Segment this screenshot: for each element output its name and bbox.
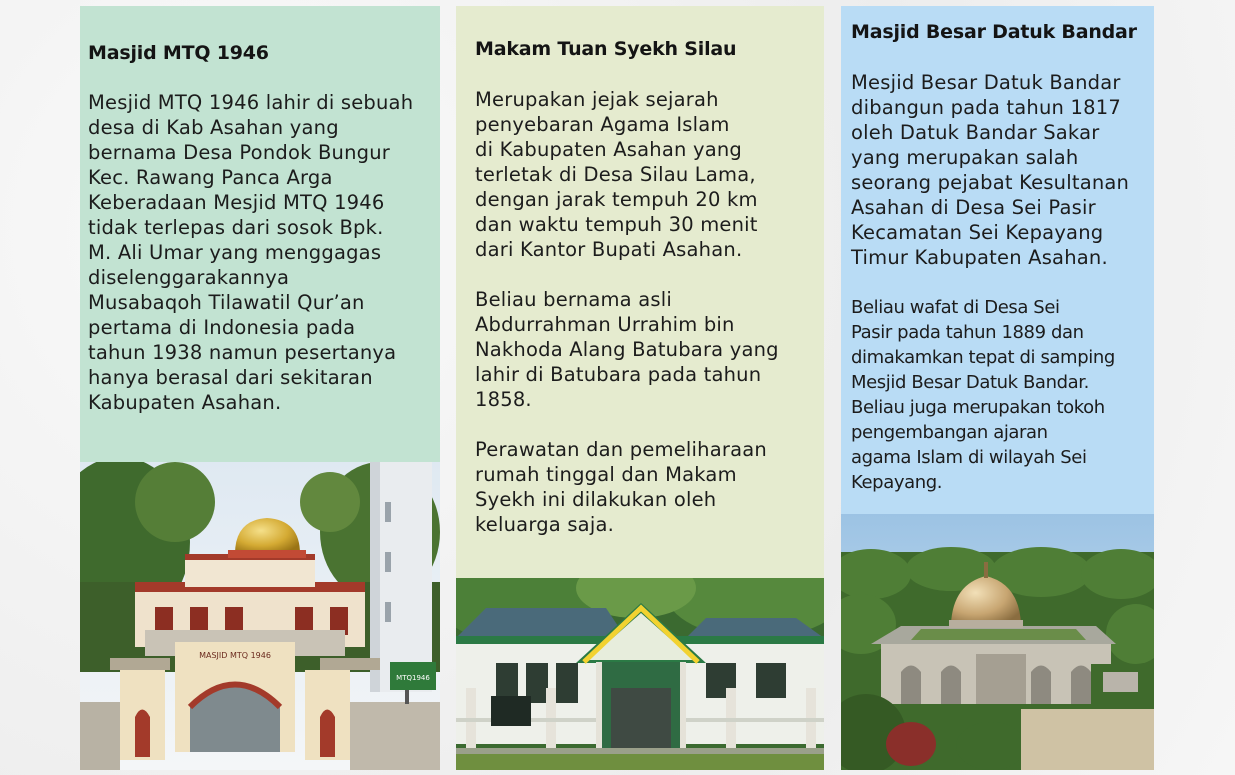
masjid-mtq-1946-photo xyxy=(80,462,440,770)
card-description: Mesjid MTQ 1946 lahir di sebuah desa di Kab Asahan yang bernama Desa Pondok Bungur Kec. Rawang Panca Arga Keberadaan Mesjid MTQ 1946 tidak terlepas dari sosok Bpk. M. Ali Umar yang menggagas diselenggarakannya Musabaqoh Tilawatil Qur’an pertama di Indonesia pada tahun 1938 namun pesertanya hanya berasal dari sekitaran Kabupaten Asahan. xyxy=(88,91,414,414)
card-description: Mesjid Besar Datuk Bandar dibangun pada tahun 1817 oleh Datuk Bandar Sakar yang merupakan salah seorang pejabat Kesultanan Asahan di Desa Sei Pasir Kecamatan Sei Kepayang Timur Kabupaten Asahan. xyxy=(851,71,1130,269)
card-makam-tuan-syekh-silau xyxy=(456,6,824,770)
card-masjid-besar-datuk-bandar xyxy=(841,6,1154,770)
svg-text:MASJID MTQ 1946: MASJID MTQ 1946 xyxy=(199,651,271,660)
card-description: Merupakan jejak sejarah penyebaran Agama Islam di Kabupaten Asahan yang terletak di Desa Silau Lama, dengan jarak tempuh 20 km dan waktu tempuh 30 menit dari Kantor Bupati Asahan. xyxy=(475,88,758,261)
masjid-besar-datuk-bandar-photo xyxy=(841,514,1154,770)
card-description-3: Perawatan dan pemeliharaan rumah tinggal dan Makam Syekh ini dilakukan oleh keluarga saja. xyxy=(475,438,767,536)
card-description-2: Beliau bernama asli Abdurrahman Urrahim bin Nakhoda Alang Batubara yang lahir di Batubara pada tahun 1858. xyxy=(475,288,779,411)
card-title: Masjid MTQ 1946 xyxy=(88,42,269,64)
card-masjid-mtq-1946 xyxy=(80,6,440,770)
card-description-2: Beliau wafat di Desa Sei Pasir pada tahun 1889 dan dimakamkan tepat di samping Mesjid Besar Datuk Bandar. Beliau juga merupakan tokoh pengembangan ajaran agama Islam di wilayah Sei Kepayang. xyxy=(851,297,1115,493)
makam-tuan-syekh-silau-photo xyxy=(456,578,824,770)
card-title: Makam Tuan Syekh Silau xyxy=(475,38,737,60)
card-title: Masjid Besar Datuk Bandar xyxy=(851,21,1137,43)
svg-text:MTQ1946: MTQ1946 xyxy=(396,674,430,682)
